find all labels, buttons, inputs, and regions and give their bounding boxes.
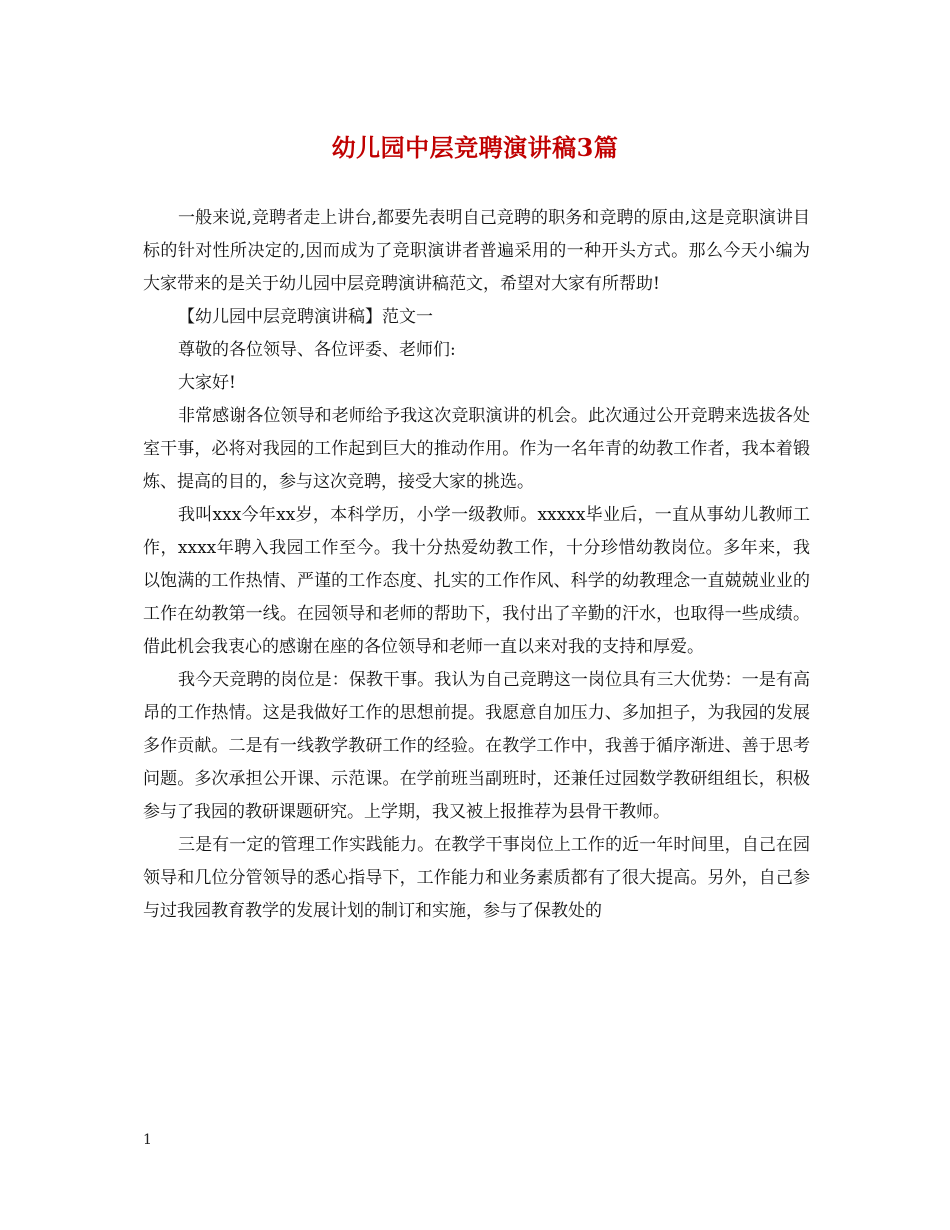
intro-paragraph: 一般来说,竞聘者走上讲台,都要先表明自己竞聘的职务和竞聘的原由,这是竞职演讲目标的针对性所决定的,因而成为了竞职演讲者普遍采用的一种开头方式。那么今天小编为大家带来的是关于幼儿园中层竞聘演讲稿范文，希望对大家有所帮助! — [143, 208, 810, 294]
body-paragraph: 非常感谢各位领导和老师给予我这次竞职演讲的机会。此次通过公开竞聘来选拔各处室干事，必将对我园的工作起到巨大的推动作用。作为一名年青的幼教工作者，我本着锻炼、提高的目的，参与这次竞聘，接受大家的挑选。 — [143, 406, 810, 492]
document-body — [143, 202, 810, 928]
page-number: 1 — [143, 1132, 152, 1148]
body-paragraph: 三是有一定的管理工作实践能力。在教学干事岗位上工作的近一年时间里，自己在园领导和几位分管领导的悉心指导下，工作能力和业务素质都有了很大提高。另外，自己参与过我园教育教学的发展计划的制订和实施，参与了保教处的 — [143, 835, 810, 921]
page-title: 幼儿园中层竞聘演讲稿3篇 — [331, 133, 619, 162]
salutation: 尊敬的各位领导、各位评委、老师们: — [178, 340, 456, 360]
body-paragraph: 我今天竞聘的岗位是：保教干事。我认为自己竞聘这一岗位具有三大优势：一是有高昂的工作热情。这是我做好工作的思想前提。我愿意自加压力、多加担子，为我园的发展多作贡献。二是有一线教学教研工作的经验。在教学工作中，我善于循序渐进、善于思考问题。多次承担公开课、示范课。在学前班当副班时，还兼任过园数学教研组组长，积极参与了我园的教研课题研究。上学期，我又被上报推荐为县骨干教师。 — [143, 670, 810, 822]
section-heading: 【幼儿园中层竞聘演讲稿】范文一 — [178, 307, 433, 327]
body-paragraph: 我叫xxx今年xx岁，本科学历，小学一级教师。xxxxx毕业后，一直从事幼儿教师工作，xxxx年聘入我园工作至今。我十分热爱幼教工作，十分珍惜幼教岗位。多年来，我以饱满的工作热情、严谨的工作态度、扎实的工作作风、科学的幼教理念一直兢兢业业的工作在幼教第一线。在园领导和老师的帮助下，我付出了辛勤的汗水，也取得一些成绩。借此机会我衷心的感谢在座的各位领导和老师一直以来对我的支持和厚爱。 — [143, 505, 810, 657]
greeting: 大家好! — [178, 373, 236, 393]
